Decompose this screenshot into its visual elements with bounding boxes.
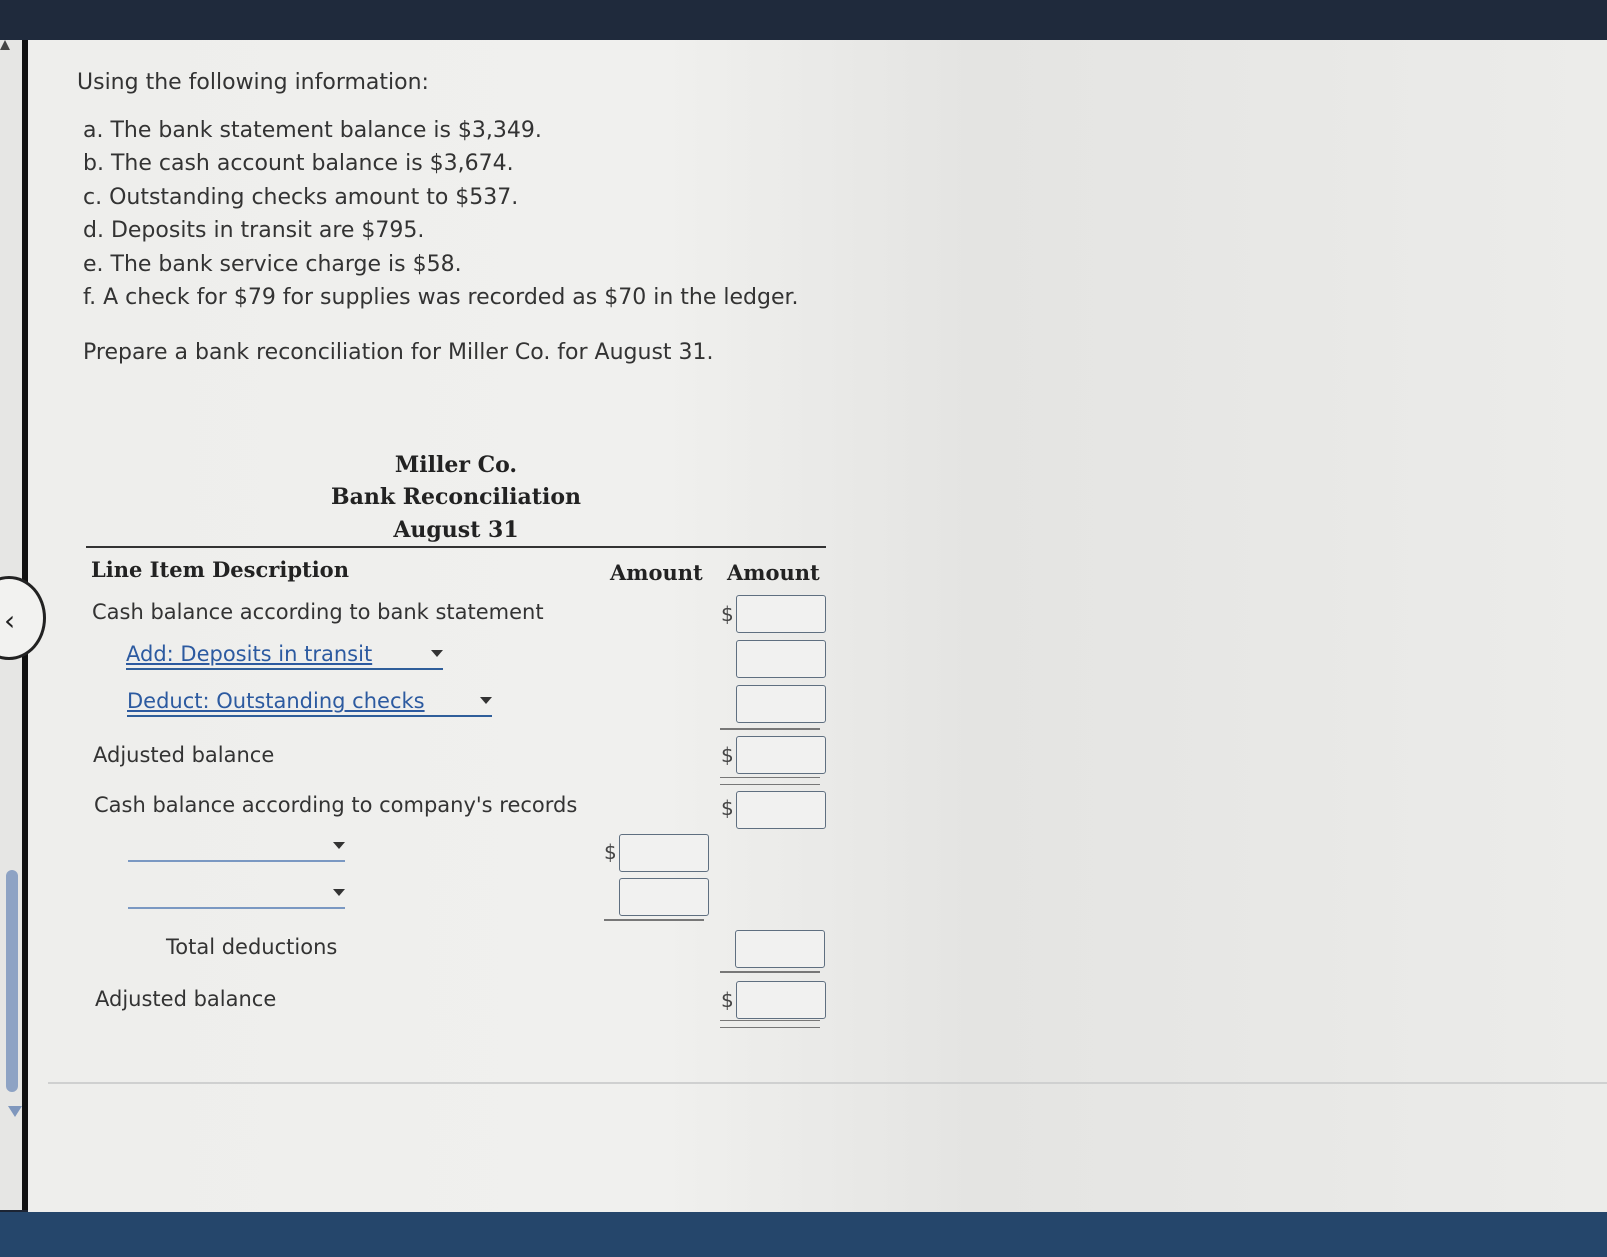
- subtotal-underline: [720, 728, 820, 730]
- dollar-sign: $: [604, 840, 617, 864]
- deposits-in-transit-input[interactable]: [736, 640, 826, 678]
- scroll-down-arrow-icon[interactable]: [8, 1106, 22, 1117]
- header-rule: [86, 546, 826, 548]
- company-adjustment-dropdown-2[interactable]: [128, 881, 345, 909]
- problem-prompt: Prepare a bank reconciliation for Miller Co. for August 31.: [83, 340, 714, 365]
- scroll-up-arrow-icon[interactable]: [0, 40, 10, 50]
- company-balance-input[interactable]: [736, 791, 826, 829]
- total-deductions-label: Total deductions: [166, 935, 338, 959]
- adjusted-balance-label-company: Adjusted balance: [95, 987, 277, 1011]
- adjusted-balance-label-bank: Adjusted balance: [93, 743, 275, 767]
- deduct-item-dropdown[interactable]: [127, 689, 492, 717]
- problem-item-f: f. A check for $79 for supplies was recorded as $70 in the ledger.: [83, 285, 799, 310]
- adjusted-balance-company-input[interactable]: [736, 981, 826, 1019]
- problem-intro: Using the following information:: [77, 70, 429, 95]
- problem-item-b: b. The cash account balance is $3,674.: [83, 151, 514, 176]
- company-adjustment-dropdown-1[interactable]: [128, 834, 345, 862]
- adjusted-balance-bank-input[interactable]: [736, 736, 826, 774]
- double-underline: [720, 1020, 820, 1028]
- problem-item-c: c. Outstanding checks amount to $537.: [83, 185, 519, 210]
- add-item-dropdown[interactable]: [126, 642, 443, 670]
- double-underline: [720, 777, 820, 785]
- chevron-left-icon: ‹: [4, 604, 16, 637]
- company-adjustment-amount-1-input[interactable]: [619, 834, 709, 872]
- deduct-item-dropdown-value: Deduct: Outstanding checks: [127, 689, 425, 713]
- dollar-sign: $: [721, 796, 734, 820]
- total-underline: [720, 971, 820, 973]
- chevron-down-icon: [333, 889, 345, 896]
- company-adjustment-amount-2-input[interactable]: [619, 878, 709, 916]
- statement-date: August 31: [393, 517, 519, 543]
- statement-title: Bank Reconciliation: [330, 484, 581, 510]
- bank-balance-input[interactable]: [736, 595, 826, 633]
- dollar-sign: $: [721, 743, 734, 767]
- problem-item-a: a. The bank statement balance is $3,349.: [83, 118, 542, 143]
- column-header-amount-1: Amount: [610, 560, 703, 585]
- divider: [48, 1082, 1607, 1084]
- outstanding-checks-input[interactable]: [736, 685, 826, 723]
- column-header-description: Line Item Description: [91, 557, 349, 582]
- company-name: Miller Co.: [394, 452, 518, 478]
- scrollbar-thumb[interactable]: [6, 870, 18, 1092]
- problem-item-e: e. The bank service charge is $58.: [83, 252, 462, 277]
- chevron-down-icon: [333, 842, 345, 849]
- deductions-underline: [604, 919, 704, 921]
- dollar-sign: $: [721, 602, 734, 626]
- chevron-down-icon: [431, 650, 443, 657]
- column-header-amount-2: Amount: [727, 560, 820, 585]
- problem-item-d: d. Deposits in transit are $795.: [83, 218, 425, 243]
- dollar-sign: $: [721, 988, 734, 1012]
- total-deductions-input[interactable]: [735, 930, 825, 968]
- chevron-down-icon: [480, 697, 492, 704]
- company-balance-label: Cash balance according to company's records: [94, 793, 578, 817]
- bottom-bezel: [0, 1212, 1607, 1257]
- add-item-dropdown-value: Add: Deposits in transit: [126, 642, 373, 666]
- top-bezel: [0, 0, 1607, 40]
- bank-balance-label: Cash balance according to bank statement: [92, 600, 544, 624]
